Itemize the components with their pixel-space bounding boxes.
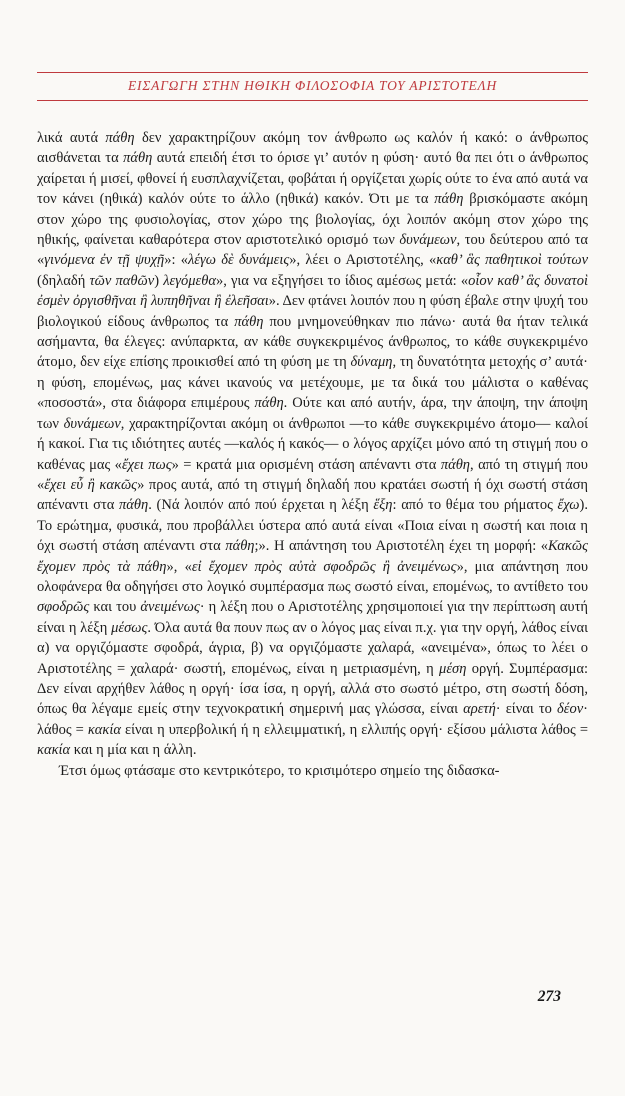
- italic-run: ἀνειμένως: [140, 599, 200, 616]
- italic-run: ἕξη: [373, 497, 393, 514]
- text-run: οργή. Συμπέρασμα: Δεν είναι αρχήθεν λάθος η οργή· ίσα ίσα, η οργή, αλλά στο σωστό μέτρο, στη σωστή δόση, όπως θα λέγαμε εμείς στην τεχνοκρατική σημερινή μας γλώσσα, είναι: [37, 660, 588, 718]
- text-run: : από το θέμα του ρήματος: [392, 497, 558, 514]
- page-number: 273: [537, 988, 561, 1005]
- italic-run: πάθη: [440, 456, 471, 473]
- italic-run: πάθη: [225, 538, 255, 555]
- italic-run: πάθη: [234, 313, 264, 330]
- text-run: , του δεύτερου από τα «: [37, 232, 589, 269]
- text-run: . (Νά λοιπόν από πού έρχεται η λέξη: [148, 497, 374, 514]
- italic-run: γινόμενα ἐν τῇ ψυχῇ: [44, 252, 165, 269]
- italic-run: μέσως: [111, 619, 148, 636]
- text-run: . Όλα αυτά θα πουν πως αν ο λόγος μας είναι π.χ. για την οργή, λάθος είναι α) να οργιζόμαστε σφοδρά, άγρια, β) να οργιζόμαστε χαλαρά, «ανειμένα», όπως το λέει ο Αριστοτέλης = χαλαρά· σωστή, επομένως, είναι η μετριασμένη, η: [37, 619, 588, 677]
- text-run: που μνημονεύθηκαν πιο πάνω· αυτά θα ήταν τελικά ασήμαντα, θα έλεγες: ανύπαρκτα, αν κάθε συγκεκριμένος άνθρωπος, το κάθε συγκεκριμένο άτομο, δεν είχε επίσης προικισθεί από τη φύση με τη: [37, 313, 588, 371]
- text-run: είναι η υπερβολική ή η ελλειμματική, η ελλιπής οργή· εξίσου μάλιστα λάθος =: [120, 721, 588, 738]
- italic-run: οἷον καθ’ ἃς δυνατοὶ ἐσμὲν ὀργισθῆναι ἢ λυπηθῆναι ἢ ἐλεῆσαι: [37, 272, 588, 310]
- text-run: » = κρατά μια ορισμένη στάση απέναντι στα: [171, 456, 441, 473]
- paragraph: [37, 761, 588, 781]
- italic-run: δυνάμεων: [399, 232, 457, 249]
- italic-run: μέση: [439, 660, 467, 677]
- text-run: αυτά επειδή έτσι το όρισε γι’ αυτόν η φύση· αυτό θα πει ότι ο άνθρωπος χαίρεται ή μισεί, φθονεί ή ευσπλαχνίζεται, φοβάται ή οργίζεται χωρίς ούτε το ένα από αυτά να τον κάνει (ηθικά) καλόν ούτε το άλλο (ηθικά) κακόν. Ότι με τα: [37, 150, 588, 208]
- text-run: », μια απάντηση που ολοφάνερα θα οδηγήσει στο λογικό συμπέρασμα πως σωστό είναι, επομένως, το αντίθετο του: [37, 558, 588, 595]
- text-run: ». Δεν φτάνει λοιπόν που η φύση έβαλε στην ψυχή του βιολογικού είδους άνθρωπος τα: [37, 293, 588, 330]
- body-text: [37, 128, 588, 781]
- italic-run: λεγόμεθα: [163, 272, 216, 289]
- italic-run: ἔχει εὖ ἢ κακῶς: [44, 476, 138, 493]
- italic-run: καθ’ ἃς παθητικοὶ τούτων: [436, 252, 588, 269]
- italic-run: Κακῶς ἔχομεν πρὸς τὰ πάθη: [37, 538, 588, 575]
- text-run: λικά αυτά: [37, 130, 106, 146]
- text-run: », «: [166, 558, 192, 575]
- italic-run: δέον: [557, 701, 584, 718]
- italic-run: εἰ ἔχομεν πρὸς αὐτὰ σφοδρῶς ἢ ἀνειμένως: [191, 558, 457, 575]
- book-page: [0, 72, 625, 1005]
- text-run: · λάθος =: [37, 701, 589, 738]
- text-run: και η μία και η άλλη.: [70, 742, 197, 759]
- text-run: . Ούτε και από αυτήν, άρα, την άποψη, την άποψη των: [37, 395, 589, 432]
- text-run: Έτσι όμως φτάσαμε στο κεντρικότερο, το κρισιμότερο σημείο της διδασκα-: [59, 762, 500, 779]
- italic-run: δύναμη: [350, 354, 393, 371]
- header-rule-bottom: [37, 100, 588, 101]
- paragraph: [37, 128, 588, 761]
- text-run: · η λέξη που ο Αριστοτέλης χρησιμοποιεί για την περίπτωση αυτή είναι η λέξη: [37, 599, 588, 636]
- text-run: ;». Η απάντηση του Αριστοτέλη έχει τη μορφή: «: [254, 538, 549, 555]
- italic-run: πάθη: [119, 497, 149, 514]
- italic-run: πάθη: [105, 130, 135, 146]
- text-run: (δηλαδή: [37, 272, 90, 289]
- text-run: ). Το ερώτημα, φυσικά, που προβάλλει ύστερα από αυτά είναι «Ποια είναι η σωστή και ποια η όχι σωστή στάση απέναντι στα: [37, 497, 588, 555]
- italic-run: πάθη: [254, 395, 284, 412]
- page-header-title: ΕΙΣΑΓΩΓΗ ΣΤΗΝ ΗΘΙΚΗ ΦΙΛΟΣΟΦΙΑ ΤΟΥ ΑΡΙΣΤΟΤΕΛΗ: [127, 78, 498, 93]
- text-run: · είναι το: [495, 701, 558, 718]
- italic-run: κακία: [87, 721, 121, 738]
- italic-run: πάθη: [123, 150, 153, 167]
- italic-run: ἔχω: [557, 497, 580, 514]
- text-run: δεν χαρακτηρίζουν ακόμη τον άνθρωπο ως καλόν ή κακό: ο άνθρωπος αισθάνεται τα: [37, 130, 588, 167]
- italic-run: αρετή: [463, 701, 496, 718]
- text-run: »: «: [164, 252, 189, 269]
- text-run: , από τη στιγμή που «: [37, 456, 588, 493]
- text-run: βρισκόμαστε ακόμη στον χώρο της φυσιολογίας, στον χώρο της βιολογίας, όχι λοιπόν ακόμη στον χώρο της ηθικής, φαίνεται καθαρότερα στον αριστοτελικό ορισμό των: [37, 191, 588, 249]
- italic-run: λέγω δὲ δυνάμεις: [188, 252, 290, 269]
- text-run: », λέει ο Αριστοτέλης, «: [289, 252, 437, 269]
- text-run: , τη δυνατότητα μετοχής σ’ αυτά· η φύση, επομένως, μας κάνει ικανούς να μετέχουμε, με τα δικά του μάλιστα ο καθένας «ποσοστά», στα διάφορα επιμέρους: [37, 354, 588, 412]
- text-run: , χαρακτηρίζονται ακόμη οι άνθρωποι —το κάθε συγκεκριμένο άτομο— καλοί ή κακοί. Για τις ιδιότητες αυτές —καλός ή κακός— ο λόγος αρχίζει μόνο από τη στιγμή που ο καθένας μας «: [37, 415, 588, 473]
- italic-run: πάθη: [434, 191, 464, 208]
- italic-run: δυνάμεων: [63, 415, 121, 432]
- italic-run: τῶν παθῶν: [89, 272, 155, 289]
- text-run: » προς αυτά, από τη στιγμή δηλαδή που κρατάει σωστή ή όχι σωστή στάση απέναντι στα: [37, 476, 588, 514]
- italic-run: κακία: [37, 742, 71, 759]
- text-run: », για να εξηγήσει το ίδιος αμέσως μετά: «: [215, 272, 469, 289]
- text-run: ): [154, 272, 164, 289]
- italic-run: ἔχει πως: [121, 456, 172, 473]
- italic-run: σφοδρῶς: [37, 599, 90, 616]
- text-run: και του: [89, 599, 141, 616]
- running-header: [37, 72, 588, 101]
